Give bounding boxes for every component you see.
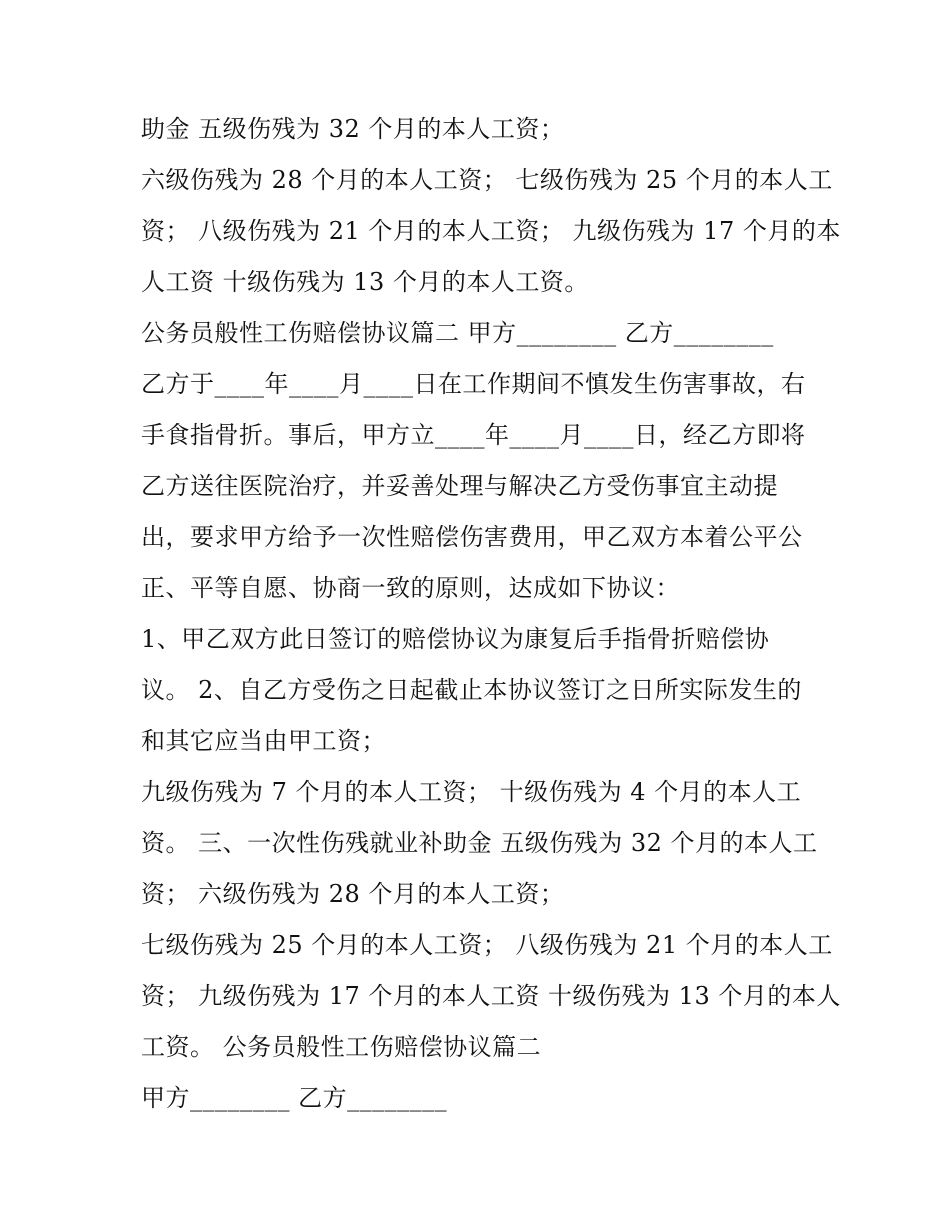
text-line: 九级伤残为 7 个月的本人工资； 十级伤残为 4 个月的本人工 — [141, 778, 802, 806]
text-line: 手食指骨折。事后，甲方立____年____月____日，经乙方即将 — [141, 421, 806, 449]
text-line: 资； 八级伤残为 21 个月的本人工资； 九级伤残为 17 个月的本 — [141, 217, 841, 245]
text-line: 六级伤残为 28 个月的本人工资； 七级伤残为 25 个月的本人工 — [141, 166, 833, 194]
text-line: 乙方送往医院治疗，并妥善处理与解决乙方受伤事宜主动提 — [141, 472, 778, 500]
text-line: 工资。 公务员般性工伤赔偿协议篇二 — [141, 1033, 542, 1061]
text-line: 助金 五级伤残为 32 个月的本人工资； — [141, 115, 565, 143]
text-line: 出，要求甲方给予一次性赔偿伤害费用，甲乙双方本着公平公 — [141, 523, 803, 551]
text-line: 七级伤残为 25 个月的本人工资； 八级伤残为 21 个月的本人工 — [141, 931, 833, 959]
text-line: 资。 三、一次性伤残就业补助金 五级伤残为 32 个月的本人工 — [141, 829, 818, 857]
text-line: 议。 2、自乙方受伤之日起截止本协议签订之日所实际发生的 — [141, 676, 802, 704]
text-line: 资； 九级伤残为 17 个月的本人工资 十级伤残为 13 个月的本人 — [141, 982, 841, 1010]
text-line: 正、平等自愿、协商一致的原则，达成如下协议： — [141, 574, 680, 602]
text-line: 公务员般性工伤赔偿协议篇二 甲方________ 乙方________ — [141, 319, 774, 347]
text-line: 和其它应当由甲工资； — [141, 727, 386, 755]
text-line: 1、甲乙双方此日签订的赔偿协议为康复后手指骨折赔偿协 — [141, 625, 770, 653]
text-line: 乙方于____年____月____日在工作期间不慎发生伤害事故，右 — [141, 370, 806, 398]
text-line: 甲方________ 乙方________ — [141, 1084, 448, 1112]
text-line: 人工资 十级伤残为 13 个月的本人工资。 — [141, 268, 589, 296]
text-line: 资； 六级伤残为 28 个月的本人工资； — [141, 880, 565, 908]
